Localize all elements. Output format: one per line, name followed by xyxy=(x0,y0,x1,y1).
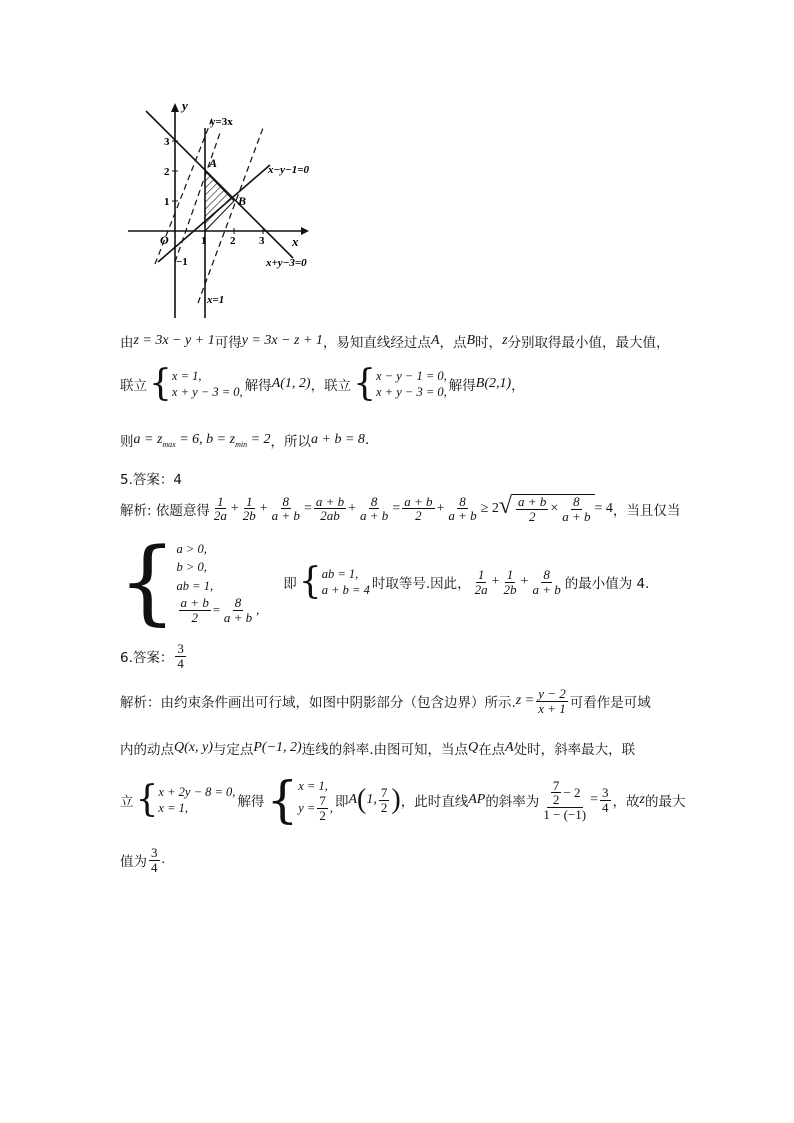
y-axis-arrow-icon xyxy=(171,103,179,112)
fraction: $\frac{8}{a + b}$ xyxy=(360,493,389,524)
text: 内的动点 xyxy=(120,742,174,758)
q6-line-1 xyxy=(120,687,651,715)
x-axis-label: x xyxy=(292,234,299,249)
fraction: $\frac{8}{a + b}$ xyxy=(271,493,300,524)
y-axis-label: y xyxy=(182,98,188,113)
tick-y-1: 1 xyxy=(164,196,170,208)
fraction: $\frac{y - 2}{x + 1}$ xyxy=(538,686,566,716)
formula: y = 3x − z + 1 xyxy=(241,333,323,348)
text: 联立 xyxy=(120,378,147,394)
formula: z = 3x − y + 1 xyxy=(133,333,215,348)
label-point-a: A xyxy=(209,156,218,170)
equation-system: { x − y − 1 = 0, x + y − 3 = 0, xyxy=(353,363,447,404)
subscript: max xyxy=(162,439,176,449)
fraction: $\frac{8}{a + b}$ xyxy=(532,566,561,597)
equation: x + 2y − 8 = 0, xyxy=(158,784,236,799)
text: 的斜率为 xyxy=(485,794,540,810)
q6-answer xyxy=(120,642,188,670)
tick-x-3: 3 xyxy=(259,235,265,247)
text: 的最大 xyxy=(645,794,686,810)
text: 处时，斜率最大，联 xyxy=(513,742,636,758)
text: 在点 xyxy=(478,742,506,758)
fraction: $\frac{a + b}{2}$ xyxy=(404,493,433,524)
formula: a + b = 8 xyxy=(311,432,365,447)
text: ，联立 xyxy=(310,378,352,394)
text: ，点 xyxy=(439,335,467,351)
equation: x + y − 3 = 0, xyxy=(171,385,243,399)
answer-heading: 6.答案： xyxy=(120,650,174,667)
text: 可看作是可域 xyxy=(569,695,651,712)
formula: A xyxy=(348,792,358,807)
equation: a + b = 4 xyxy=(321,583,370,597)
q6-line-2 xyxy=(120,738,635,758)
text: . xyxy=(364,432,370,448)
label-x1: x=1 xyxy=(207,294,225,306)
formula: A xyxy=(430,333,440,348)
equation: x − y − 1 = 0, xyxy=(375,368,447,383)
equation: x + y − 3 = 0, xyxy=(375,385,447,399)
text: ，此时直线 xyxy=(400,794,469,810)
equation-system: { x + 2y − 8 = 0, x = 1, xyxy=(135,779,236,820)
text: 解得 xyxy=(237,794,265,810)
formula: z xyxy=(502,333,508,348)
fraction: $\frac{3}{4}$ xyxy=(602,784,609,815)
fraction: $\frac{3}{4}$ xyxy=(151,845,158,875)
fraction: $\frac{3}{4}$ xyxy=(177,641,184,671)
formula: A xyxy=(505,740,514,755)
formula: P(−1, 2) xyxy=(253,740,302,755)
equation: x = 1, xyxy=(171,368,202,383)
formula: B xyxy=(466,333,476,348)
equation: b > 0, xyxy=(176,560,207,575)
equation-system: { x = 1, x + y − 3 = 0, xyxy=(149,363,243,404)
formula: 1, xyxy=(366,792,377,807)
equation: a > 0, xyxy=(176,541,207,556)
equation-system: { ab = 1, a + b = 4 xyxy=(298,561,370,602)
text: 值为 xyxy=(120,854,147,871)
fraction: $\frac{a + b}{2}$ xyxy=(518,494,547,524)
q5-condition: { a > 0, b > 0, ab = 1, $\frac{a + b}{2}$ = $\frac{8}{a + b}$ , 即 { ab = 1, a + b = 4 时取等号.因此， $\frac{1}{2a}$ + $\frac{1}{2b}$ + $\frac{8}{a + b}$ 的最小值为 4. xyxy=(118,528,650,635)
text: ，易知直线经过点 xyxy=(322,335,431,351)
text-line-2 xyxy=(120,363,525,404)
formula: AP xyxy=(468,792,486,807)
text-line-3 xyxy=(120,430,369,450)
formula: A(1, 2) xyxy=(271,376,311,391)
equation: x = 1, xyxy=(158,801,189,815)
fraction: $\frac{1}{2a}$ xyxy=(213,493,227,524)
subscript: min xyxy=(235,439,248,449)
fraction: $\frac{8}{a + b}$ xyxy=(448,493,477,524)
formula: Q xyxy=(468,740,479,755)
label-x-plus-y: x+y−3=0 xyxy=(266,257,307,269)
text: ，当且仅当 xyxy=(612,502,681,519)
fraction: $\frac{a + b}{2ab}$ xyxy=(315,493,345,524)
equation: y = $\frac{7}{2}$ , xyxy=(298,792,333,823)
formula: z = xyxy=(515,693,535,709)
formula: Q(x, y) xyxy=(174,740,213,755)
fraction: $\frac{1}{2a}$ xyxy=(474,566,488,597)
formula xyxy=(134,432,271,449)
text: ， xyxy=(511,378,525,394)
label-point-b: B xyxy=(238,194,247,208)
formula-part: = 2 xyxy=(250,431,271,447)
text: 连线的斜率.由图可知，当点 xyxy=(301,742,468,758)
text: 由 xyxy=(120,335,134,351)
square-root: √ $\frac{a + b}{2}$ × $\frac{8}{a + b}$ xyxy=(499,494,595,523)
text: 分别取得最小值，最大值， xyxy=(507,335,670,351)
text: 立 xyxy=(120,794,134,810)
label-x-minus-y: x−y−1=0 xyxy=(268,164,309,176)
origin-label: O xyxy=(160,233,169,247)
equation: ab = 1, xyxy=(321,566,359,581)
text: 可得 xyxy=(214,335,242,351)
tick-x-2: 2 xyxy=(230,235,236,247)
text: ，故 xyxy=(612,794,640,810)
fraction: $\frac{1}{2b}$ xyxy=(242,493,256,524)
tick-x-1: 1 xyxy=(201,235,207,247)
equation: x = 1, xyxy=(298,778,328,793)
formula-part: a = z xyxy=(133,431,163,447)
equation-system: { a > 0, b > 0, ab = 1, $\frac{a + b}{2}$ = $\frac{8}{a + b}$ , xyxy=(118,528,260,635)
formula: z xyxy=(639,792,645,807)
answer-heading: 5.答案：4 xyxy=(120,472,182,488)
text: 解得 xyxy=(448,378,476,394)
text: 则 xyxy=(120,434,134,450)
equation: ab = 1, xyxy=(176,579,214,594)
label-y3x: y=3x xyxy=(210,116,233,128)
tick-y-3: 3 xyxy=(164,136,170,148)
q5-analysis: 解析: 依题意得 $\frac{1}{2a}$ + $\frac{1}{2b}$ + $\frac{8}{a + b}$ = $\frac{a + b}{2ab}$ + $\frac{8}{a + b}$ = $\frac{a + b}{2}$ + $\frac{8}{a + b}$ ≥ 2 √ $\frac{a + b}{2}$ × $\frac{8}{a + b}$ = 4 ，当且仅当 xyxy=(120,493,681,524)
text: 时取等号.因此， xyxy=(371,576,471,592)
tick-y-2: 2 xyxy=(164,166,170,178)
text: 解析：由约束条件画出可行域，如图中阴影部分（包含边界）所示. xyxy=(120,695,516,712)
fraction: $\frac{7}{2}$ xyxy=(380,784,388,815)
x-axis-arrow-icon xyxy=(301,227,309,235)
text: 的最小值为 4. xyxy=(564,576,650,592)
fraction: $\frac{8}{a + b}$ xyxy=(562,494,591,524)
tick-neg-1: −1 xyxy=(176,256,188,268)
text: ，所以 xyxy=(270,434,312,450)
text: 时， xyxy=(475,335,503,351)
q5-answer xyxy=(120,468,182,488)
feasible-region-graph xyxy=(118,98,348,323)
q6-line-4 xyxy=(120,846,165,874)
text: 解得 xyxy=(244,378,272,394)
text: 即 xyxy=(283,576,297,592)
formula: B(2,1) xyxy=(475,376,512,391)
text: 与定点 xyxy=(212,742,254,758)
formula: = 4 xyxy=(594,500,613,516)
equation-system: { x = 1, y = $\frac{7}{2}$ , xyxy=(266,771,333,829)
text: . xyxy=(161,852,165,868)
text: 解析: 依题意得 xyxy=(120,502,210,519)
text-line-1 xyxy=(120,331,670,351)
q6-line-3: 立 { x + 2y − 8 = 0, x = 1, 解得 { x = 1, y = $\frac{7}{2}$ , 即 A ( 1, $\frac{7}{2}$ ) ，此时直线 AP 的斜率为 $\frac{7}{2}$ − 2 1 − (−1) = $\frac{3}{4}$ ，故 z 的最大 xyxy=(120,771,686,829)
formula: ≥ 2 xyxy=(480,500,499,516)
text: 即 xyxy=(334,794,349,810)
fraction: $\frac{1}{2b}$ xyxy=(503,566,517,597)
formula-part: = 6, b = z xyxy=(179,431,236,447)
equation: $\frac{a + b}{2}$ = $\frac{8}{a + b}$ , xyxy=(180,594,260,625)
fraction: $\frac{7}{2}$ − 2 1 − (−1) xyxy=(543,777,587,822)
